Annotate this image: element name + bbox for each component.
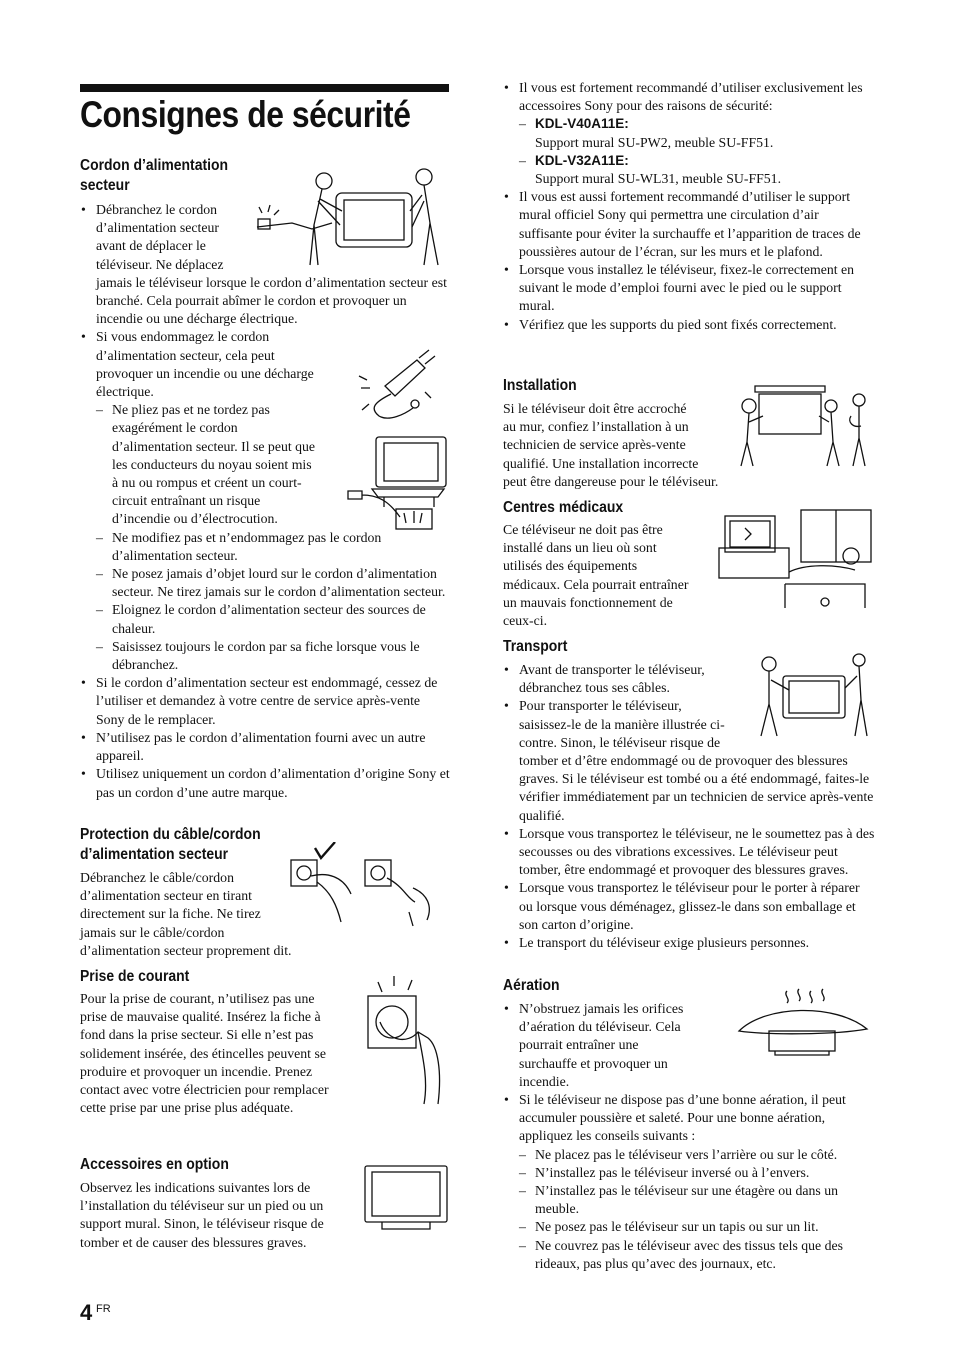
accessoires-text: Observez les indications suivantes lors de l’installation du téléviseur sur un pied ou un support mural. Sinon, le téléviseur risque de tomber et de causer des blessures graves. xyxy=(80,1180,324,1250)
list-item: • Pour transporter le téléviseur, saisissez-le de la manière illustrée ci- contre. Sinon, le téléviseur risque de tomber et d’être endommagé ou de provoquer des blessures graves. Si le téléviseur est tombé ou a été endommagé, faites-le vérifier immédiatement par un technicien de service après-vente qualifié. xyxy=(503,697,875,824)
transport-bullets xyxy=(503,661,875,952)
page-title: Consignes de sécurité xyxy=(80,94,411,135)
list-item: – KDL-V40A11E: Support mural SU-PW2, meuble SU-FF51. xyxy=(519,115,875,151)
accessoires-bullets xyxy=(503,79,875,334)
list-item: • Si vous endommagez le cordon d’alimentation secteur, cela peut provoquer un incendie ou une décharge électrique. – Ne pliez pas et ne tordez pas exagérément le cordon d’alimentation secteur. Il se peut que les conducteurs du noyau soient mis à nu ou rompus et créent un court- circuit entraînant un risque d’incendie ou d’électrocution. – Ne modifiez pas et n’endommagez pas le cordon d’alimentation secteur. – Ne posez jamais d’objet lourd sur le cordon d’alimentation secteur. Ne tirez jamais sur le cordon d’alimentation secteur. – Eloignez le cordon d’alimentation secteur des sources de chaleur. – Saisissez toujours le cordon par sa fiche lorsque vous le débranchez. xyxy=(80,328,450,674)
list-item: – N’installez pas le téléviseur sur une étagère ou dans un meuble. xyxy=(519,1182,875,1218)
heading-accessoires: Accessoires en option xyxy=(80,1156,229,1173)
heading-aeration: Aération xyxy=(503,977,560,994)
heading-protection: Protection du câble/cordon d’alimentation secteur xyxy=(80,826,261,863)
prise-text: Pour la prise de courant, n’utilisez pas une prise de mauvaise qualité. Insérez la fiche à fond dans la prise secteur. Si elle n’est pas solidement insérée, des étincelles peuvent se produire et provoquer un incendie. Prenez contact avec votre électricien pour remplacer cette prise par une prise plus adéquate. xyxy=(80,991,329,1116)
list-item: • Débranchez le cordon d’alimentation secteur avant de déplacer le téléviseur. Ne déplacez jamais le téléviseur lorsque le cordon d’alimentation secteur est branché. Cela pourrait abîmer le cordon et provoquer un incendie ou une décharge électrique. xyxy=(80,201,450,328)
tv-cord-illustration xyxy=(340,433,450,531)
list-item: – N’installez pas le téléviseur inversé ou à l’envers. xyxy=(519,1164,875,1182)
socket-spark-illustration xyxy=(358,972,450,1108)
list-item: • Vérifiez que les supports du pied sont fixés correctement. xyxy=(503,316,875,334)
list-item: • Lorsque vous transportez le téléviseur, ne le soumettez pas à des secousses ou des vibrations excessives. Le téléviseur peut tomber, être endommagé et provoquer des blessures graves. xyxy=(503,825,875,880)
list-item: – Ne couvrez pas le téléviseur avec des tissus tels que des rideaux, pas plus qu’avec des journaux, etc. xyxy=(519,1237,875,1273)
list-item: • N’obstruez jamais les orifices d’aération du téléviseur. Cela pourrait entraîner une surchauffe et provoquer un incendie. xyxy=(503,1000,875,1091)
list-item: – Saisissez toujours le cordon par sa fiche lorsque vous le débranchez. xyxy=(96,638,450,674)
list-item: • Il vous est fortement recommandé d’utiliser exclusivement les accessoires Sony pour des raisons de sécurité: – KDL-V40A11E: Support mural SU-PW2, meuble SU-FF51. – KDL-V32A11E: Support mural SU-WL31, meuble SU-FF51. xyxy=(503,79,875,188)
page-language: FR xyxy=(96,1303,111,1315)
list-item: – Ne posez jamais d’objet lourd sur le cordon d’alimentation secteur. Ne tirez jamais sur le cordon d’alimentation secteur. xyxy=(96,565,450,601)
list-item: • Lorsque vous transportez le téléviseur pour le porter à réparer ou lorsque vous déménagez, glissez-le dans son emballage et son carton d’origine. xyxy=(503,879,875,934)
damaged-plug-illustration xyxy=(355,346,447,422)
list-item: – Ne pliez pas et ne tordez pas exagérément le cordon d’alimentation secteur. Il se peut que les conducteurs du noyau soient mis à nu ou rompus et créent un court- circuit entraînant un risque d’incendie ou d’électrocution. xyxy=(96,401,450,528)
list-item: – Ne posez pas le téléviseur sur un tapis ou sur un lit. xyxy=(519,1218,875,1236)
list-item: – KDL-V32A11E: Support mural SU-WL31, meuble SU-FF51. xyxy=(519,152,875,188)
list-item: • Si le téléviseur ne dispose pas d’une bonne aération, il peut accumuler poussière et saleté. Pour une bonne aération, appliquez les conseils suivants : – Ne placez pas le téléviseur vers l’arrière ou sur le côté. – N’installez pas le téléviseur inversé ou à l’envers. – N’installez pas le téléviseur sur une étagère ou dans un meuble. – Ne posez pas le téléviseur sur un tapis ou sur un lit. – Ne couvrez pas le téléviseur avec des tissus tels que des rideaux, pas plus qu’avec des journaux, etc. xyxy=(503,1091,875,1273)
heading-prise: Prise de courant xyxy=(80,968,190,985)
protection-text: Débranchez le câble/cordon d’alimentation secteur en tirant directement sur la fiche. Ne tirez jamais sur le câble/cordon d’alimentation secteur proprement dit. xyxy=(80,870,292,958)
list-item: – Ne placez pas le téléviseur vers l’arrière ou sur le côté. xyxy=(519,1146,875,1164)
list-item: • Si le cordon d’alimentation secteur est endommagé, cessez de l’utiliser et demandez à votre centre de service après-vente Sony de le remplacer. xyxy=(80,674,450,729)
list-item: • Avant de transporter le téléviseur, débranchez tous ses câbles. xyxy=(503,661,875,697)
title-rule xyxy=(80,84,449,92)
list-item: • N’utilisez pas le cordon d’alimentation fourni avec un autre appareil. xyxy=(80,729,450,765)
list-item: – Ne modifiez pas et n’endommagez pas le cordon d’alimentation secteur. xyxy=(96,529,450,565)
list-item: – Eloignez le cordon d’alimentation secteur des sources de chaleur. xyxy=(96,601,450,637)
list-item: • Il vous est aussi fortement recommandé d’utiliser le support mural officiel Sony qui permettra une circulation d’air suffisante pour éviter la surchauffe et l’apparition de traces de poussières autour de l’écran, sur les murs et le plafond. xyxy=(503,188,875,261)
heading-cordon: Cordon d’alimentation secteur xyxy=(80,157,229,194)
medical-illustration xyxy=(715,508,873,612)
medical-text: Ce téléviseur ne doit pas être installé dans un lieu où sont utilisés des équipements médicaux. Cela pourrait entraîner un mauvais fonctionnement de ceux-ci. xyxy=(503,522,689,629)
heading-transport: Transport xyxy=(503,638,568,655)
installation-text: Si le téléviseur doit être accroché au mur, confiez l’installation à un technicien de service après-vente qualifié. Une installation incorrecte peut être dangereuse pour le téléviseur. xyxy=(503,401,719,489)
list-item: • Lorsque vous installez le téléviseur, fixez-le correctement en suivant le mode d’emploi fourni avec le pied ou le support mural. xyxy=(503,261,875,316)
aeration-bullets xyxy=(503,1000,875,1273)
heading-medical: Centres médicaux xyxy=(503,499,624,516)
list-item: • Utilisez uniquement un cordon d’alimentation d’origine Sony et pas un cordon d’une autre marque. xyxy=(80,765,450,801)
list-item: • Le transport du téléviseur exige plusieurs personnes. xyxy=(503,934,875,952)
wall-install-illustration xyxy=(735,382,875,470)
page-number: 4 xyxy=(80,1300,93,1325)
tv-stand-illustration xyxy=(362,1163,450,1233)
heading-installation: Installation xyxy=(503,377,577,394)
